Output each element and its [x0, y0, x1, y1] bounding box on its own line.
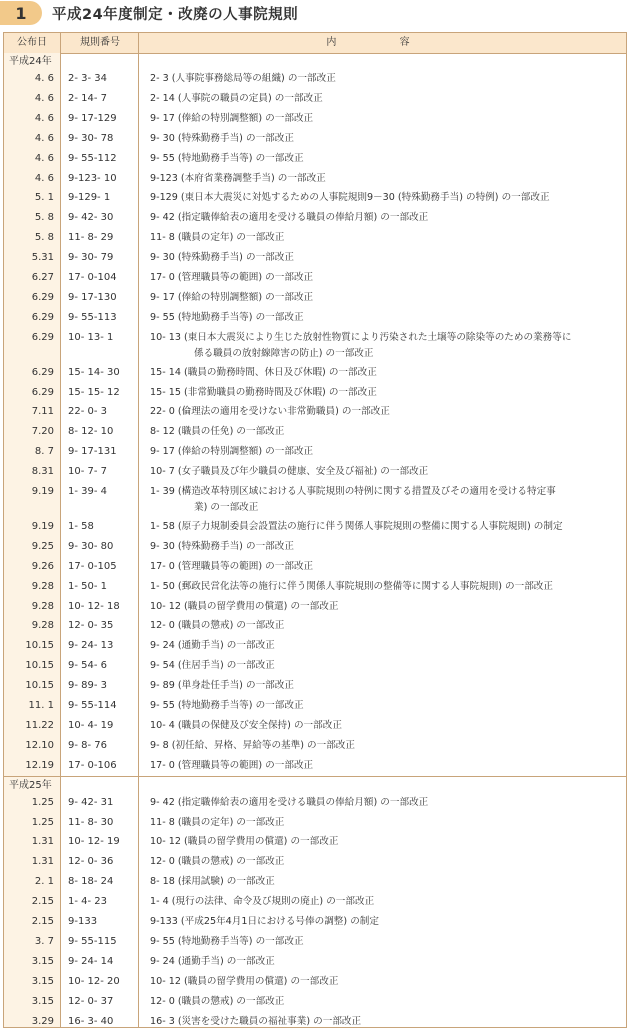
rule-description: 9-129 (東日本大震災に対処するための人事院規則9－30 (特殊勤務手当) の特例) の一部改正 [150, 192, 550, 204]
promulgation-date: 9.19 [31, 520, 54, 532]
promulgation-date: 12.10 [25, 739, 54, 751]
rule-number: 1- 39- 4 [68, 486, 108, 497]
rule-description: 10- 13 (東日本大震災により生じた放射性物質により汚染された土壌等の除染等のための業務等に [150, 331, 572, 343]
rule-number: 9- 42- 31 [68, 796, 114, 808]
promulgation-date: 1.31 [31, 836, 54, 848]
promulgation-date: 4. 6 [34, 152, 54, 164]
promulgation-date: 8. 7 [34, 446, 54, 458]
page-title: 平成24年度制定・改廃の人事院規則 [52, 6, 299, 23]
promulgation-date: 2.15 [31, 896, 54, 908]
rule-number: 15- 14- 30 [68, 366, 120, 378]
header-date: 公布日 [17, 37, 47, 48]
promulgation-date: 9.28 [31, 600, 54, 612]
rule-number: 9- 30- 80 [68, 540, 114, 552]
rule-number: 10- 12- 18 [68, 600, 120, 612]
promulgation-date: 5. 8 [34, 232, 54, 244]
rule-description: 9-133 (平成25年4月1日における号俸の調整) の制定 [150, 916, 379, 927]
rule-description: 9- 24 (通勤手当) の一部改正 [150, 640, 275, 652]
rules-table [3, 32, 627, 1028]
rule-number: 10- 7- 7 [68, 466, 108, 478]
rule-description: 9-123 (本府省業務調整手当) の一部改正 [150, 172, 326, 184]
rule-description: 9- 42 (指定職俸給表の適用を受ける職員の俸給月額) の一部改正 [150, 796, 429, 808]
title-bar [0, 0, 630, 26]
rule-description: 1- 50 (郵政民営化法等の施行に伴う関係人事院規則の整備等に関する人事院規則) の一部改正 [150, 580, 553, 592]
promulgation-date: 4. 6 [34, 92, 54, 104]
rule-number: 9- 54- 6 [68, 660, 108, 672]
rule-number: 9- 24- 13 [68, 640, 114, 652]
rule-number: 16- 3- 40 [68, 1015, 114, 1027]
rule-number: 11- 8- 29 [68, 232, 114, 244]
promulgation-date: 8.31 [31, 466, 54, 478]
rule-description: 9- 24 (通勤手当) の一部改正 [150, 955, 275, 967]
promulgation-date: 5.31 [31, 252, 54, 264]
rule-description: 15- 15 (非常勤職員の勤務時間及び休暇) の一部改正 [150, 386, 377, 398]
rule-description: 11- 8 (職員の定年) の一部改正 [150, 816, 285, 828]
rule-description: 10- 7 (女子職員及び年少職員の健康、安全及び福祉) の一部改正 [150, 466, 429, 478]
promulgation-date: 3. 7 [34, 935, 54, 947]
rule-number: 9- 55-112 [68, 152, 117, 164]
rule-number: 9- 55-115 [68, 935, 117, 947]
rule-number: 9- 17-129 [68, 112, 117, 124]
promulgation-date: 1.25 [31, 796, 54, 808]
rule-number: 9- 17-130 [68, 291, 117, 303]
rule-description: 9- 17 (俸給の特別調整額) の一部改正 [150, 446, 314, 458]
rule-number: 12- 0- 37 [68, 995, 114, 1007]
promulgation-date: 10.15 [25, 680, 54, 692]
rule-description-continued: 係る職員の放射線障害の防止) の一部改正 [194, 347, 374, 359]
promulgation-date: 10.15 [25, 660, 54, 672]
promulgation-date: 9.26 [31, 560, 54, 572]
rule-number: 9- 55-114 [68, 700, 117, 711]
era-separator [4, 776, 626, 777]
rule-number: 9- 8- 76 [68, 739, 108, 751]
rule-description: 9- 30 (特殊勤務手当) の一部改正 [150, 540, 294, 552]
rule-description: 10- 12 (職員の留学費用の償還) の一部改正 [150, 600, 339, 612]
promulgation-date: 4. 6 [34, 132, 54, 144]
rule-description: 17- 0 (管理職員等の範囲) の一部改正 [150, 560, 314, 572]
rule-description: 8- 12 (職員の任免) の一部改正 [150, 426, 285, 438]
table-header [4, 33, 626, 54]
rule-number: 10- 12- 19 [68, 836, 120, 848]
rule-number: 17- 0-104 [68, 272, 117, 283]
promulgation-date: 6.29 [31, 311, 54, 323]
rule-description: 10- 12 (職員の留学費用の償還) の一部改正 [150, 975, 339, 987]
rule-description: 15- 14 (職員の勤務時間、休日及び休暇) の一部改正 [150, 366, 377, 378]
promulgation-date: 6.29 [31, 386, 54, 398]
rule-description: 16- 3 (災害を受けた職員の福祉事業) の一部改正 [150, 1015, 362, 1027]
rule-description: 10- 4 (職員の保健及び安全保持) の一部改正 [150, 719, 342, 731]
rule-number: 2- 3- 34 [68, 73, 108, 84]
rule-description: 9- 55 (特地勤務手当等) の一部改正 [150, 311, 304, 323]
promulgation-date: 10.15 [25, 640, 54, 652]
promulgation-date: 9.28 [31, 620, 54, 632]
rule-number: 2- 14- 7 [68, 92, 108, 104]
promulgation-date: 3.15 [31, 995, 54, 1007]
rule-number: 12- 0- 35 [68, 620, 114, 632]
rule-description: 8- 18 (採用試験) の一部改正 [150, 876, 275, 888]
promulgation-date: 6.27 [31, 272, 54, 283]
section-number-badge: 1 [0, 1, 42, 25]
rule-description: 17- 0 (管理職員等の範囲) の一部改正 [150, 759, 314, 771]
rule-number: 22- 0- 3 [68, 406, 108, 418]
column-divider [138, 53, 139, 1027]
rule-description: 2- 3 (人事院事務総局等の組織) の一部改正 [150, 73, 336, 84]
rule-number: 11- 8- 30 [68, 816, 114, 828]
rule-description-continued: 業) の一部改正 [194, 502, 259, 513]
rule-description: 9- 17 (俸給の特別調整額) の一部改正 [150, 112, 314, 124]
rule-number: 9- 42- 30 [68, 212, 114, 224]
rule-number: 17- 0-105 [68, 560, 117, 572]
promulgation-date: 3.15 [31, 955, 54, 967]
rule-number: 9-123- 10 [68, 172, 117, 184]
promulgation-date: 4. 6 [34, 172, 54, 184]
rule-description: 9- 30 (特殊勤務手当) の一部改正 [150, 132, 294, 144]
rule-number: 8- 18- 24 [68, 876, 114, 888]
promulgation-date: 12.19 [25, 759, 54, 771]
rule-description: 12- 0 (職員の懲戒) の一部改正 [150, 856, 285, 868]
rule-description: 10- 12 (職員の留学費用の償還) の一部改正 [150, 836, 339, 848]
rule-description: 9- 30 (特殊勤務手当) の一部改正 [150, 252, 294, 264]
header-content: 内 容 [138, 33, 627, 53]
rule-description: 9- 8 (初任給、昇格、昇給等の基準) の一部改正 [150, 739, 355, 751]
promulgation-date: 11. 1 [28, 700, 54, 711]
promulgation-date: 4. 6 [34, 112, 54, 124]
promulgation-date: 7.11 [31, 406, 54, 418]
rule-description: 12- 0 (職員の懲戒) の一部改正 [150, 995, 285, 1007]
column-divider [60, 53, 61, 1027]
rule-number: 17- 0-106 [68, 759, 117, 771]
era-label-h25: 平成25年 [9, 779, 52, 791]
rule-number: 10- 13- 1 [68, 331, 114, 343]
rule-number: 9- 89- 3 [68, 680, 108, 692]
rule-description: 1- 4 (現行の法律、命令及び規則の廃止) の一部改正 [150, 896, 375, 908]
rule-number: 9- 30- 79 [68, 252, 114, 264]
rule-description: 9- 55 (特地勤務手当等) の一部改正 [150, 152, 304, 164]
promulgation-date: 2.15 [31, 916, 54, 927]
rule-description: 1- 39 (構造改革特別区域における人事院規則の特例に関する措置及びその適用を受ける特定事 [150, 486, 556, 497]
rule-description: 9- 54 (住居手当) の一部改正 [150, 660, 275, 672]
rule-description: 9- 17 (俸給の特別調整額) の一部改正 [150, 291, 314, 303]
promulgation-date: 9.25 [31, 540, 54, 552]
promulgation-date: 9.28 [31, 580, 54, 592]
promulgation-date: 7.20 [31, 426, 54, 438]
rule-number: 9- 55-113 [68, 311, 117, 323]
promulgation-date: 5. 8 [34, 212, 54, 224]
promulgation-date: 3.15 [31, 975, 54, 987]
rule-description: 11- 8 (職員の定年) の一部改正 [150, 232, 285, 244]
rule-number: 8- 12- 10 [68, 426, 114, 438]
rule-number: 9- 17-131 [68, 446, 117, 458]
header-number: 規則番号 [60, 33, 139, 53]
rule-number: 10- 4- 19 [68, 719, 114, 731]
rule-number: 9-129- 1 [68, 192, 111, 204]
promulgation-date: 6.29 [31, 366, 54, 378]
rule-description: 2- 14 (人事院の職員の定員) の一部改正 [150, 92, 323, 104]
rule-number: 9- 24- 14 [68, 955, 114, 967]
rule-number: 9- 30- 78 [68, 132, 114, 144]
promulgation-date: 4. 6 [34, 73, 54, 84]
promulgation-date: 1.31 [31, 856, 54, 868]
promulgation-date: 2. 1 [34, 876, 54, 888]
rule-description: 9- 42 (指定職俸給表の適用を受ける職員の俸給月額) の一部改正 [150, 212, 429, 224]
rule-number: 1- 4- 23 [68, 896, 108, 908]
promulgation-date: 1.25 [31, 816, 54, 828]
rule-number: 12- 0- 36 [68, 856, 114, 868]
promulgation-date: 9.19 [31, 486, 54, 497]
rule-description: 17- 0 (管理職員等の範囲) の一部改正 [150, 272, 314, 283]
rule-number: 1- 50- 1 [68, 580, 108, 592]
rule-number: 10- 12- 20 [68, 975, 120, 987]
rule-description: 9- 89 (単身赴任手当) の一部改正 [150, 680, 294, 692]
rule-description: 12- 0 (職員の懲戒) の一部改正 [150, 620, 285, 632]
promulgation-date: 6.29 [31, 331, 54, 343]
rule-description: 22- 0 (倫理法の適用を受けない非常勤職員) の一部改正 [150, 406, 390, 418]
rule-number: 15- 15- 12 [68, 386, 120, 398]
promulgation-date: 6.29 [31, 291, 54, 303]
rule-description: 1- 58 (原子力規制委員会設置法の施行に伴う関係人事院規則の整備に関する人事院規則) の制定 [150, 520, 563, 532]
era-label-h24: 平成24年 [9, 56, 52, 67]
promulgation-date: 11.22 [25, 719, 54, 731]
rule-description: 9- 55 (特地勤務手当等) の一部改正 [150, 935, 304, 947]
rule-number: 9-133 [68, 916, 98, 927]
rule-number: 1- 58 [68, 520, 94, 532]
rule-description: 9- 55 (特地勤務手当等) の一部改正 [150, 700, 304, 711]
promulgation-date: 3.29 [31, 1015, 54, 1027]
promulgation-date: 5. 1 [34, 192, 54, 204]
